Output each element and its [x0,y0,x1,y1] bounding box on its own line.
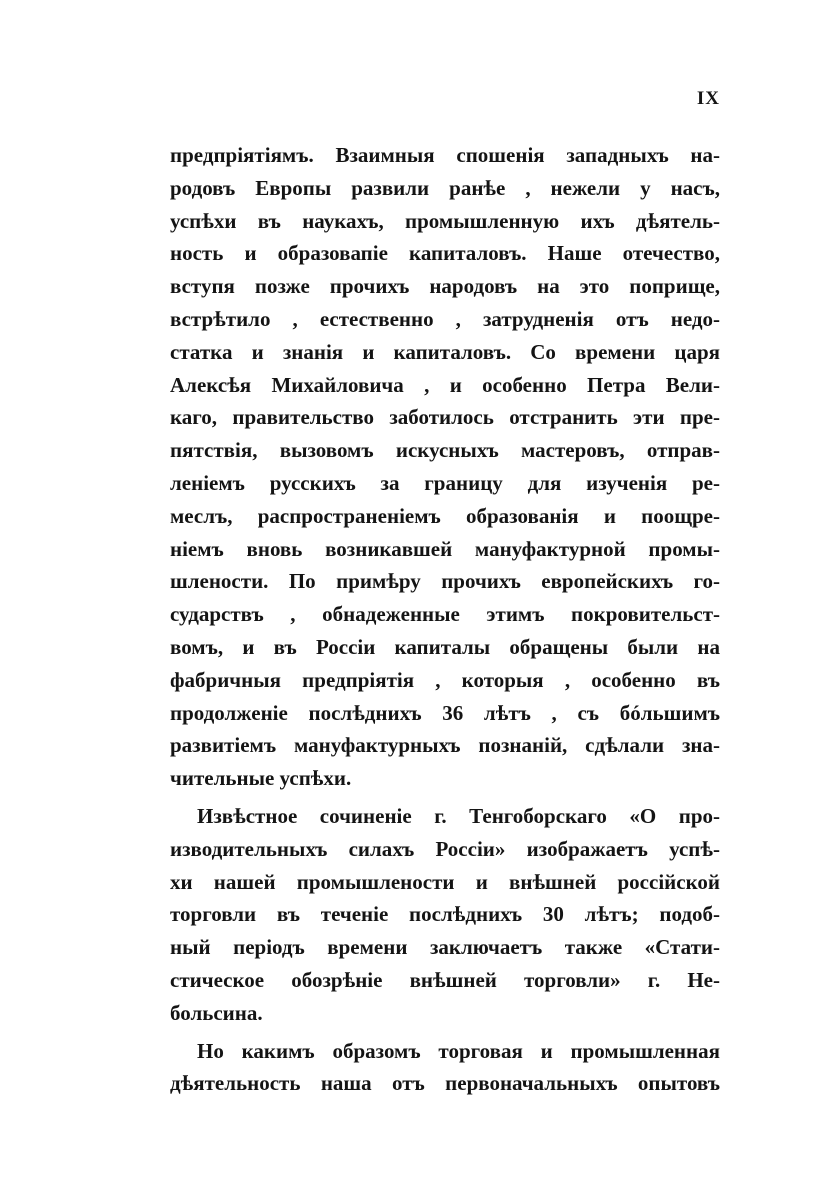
text-line: встрѣтило , естественно , затрудненія отъ недо- [170,306,720,331]
text-line: хи нашей промышлености и внѣшней россійской [170,869,720,894]
text-line: шлености. По примѣру прочихъ европейскихъ го- [170,569,720,594]
text-line: фабричныя предпріятія , которыя , особенно въ [170,667,720,692]
text-line: вступя позже прочихъ народовъ на это поприще, [170,274,720,299]
text-line: изводительныхъ силахъ Россіи» изображаетъ успѣ- [170,836,720,861]
text-line: Извѣстное сочиненіе г. Тенгоборскаго «О про- [197,803,720,828]
text-line: ность и образовапіе капиталовъ. Наше отечество, [170,241,720,266]
paragraph-3 [170,1035,720,1101]
text-line: предпріятіямъ. Взаимныя спошенія западныхъ на- [170,143,720,167]
text-line: Но какимъ образомъ торговая и промышленная [197,1038,720,1063]
text-line: пятствія, вызовомъ искусныхъ мастеровъ, отправ- [170,438,720,463]
paragraph-1 [170,139,720,795]
text-line: ніемъ вновь возникавшей мануфактурной промы- [170,536,720,561]
text-line: родовъ Европы развили ранѣе , нежели у насъ, [170,175,720,200]
text-line: стическое обозрѣніе внѣшней торговли» г. Не- [170,967,720,992]
text-line: статка и знанія и капиталовъ. Со времени царя [170,339,720,364]
text-line: дѣятельность наша отъ первоначальныхъ опытовъ [170,1071,720,1096]
text-line: торговли въ теченіе послѣднихъ 30 лѣтъ; подоб- [170,902,720,927]
text-line: Алексѣя Михайловича , и особенно Петра Вели- [170,372,720,397]
paragraph-2 [170,800,720,1030]
text-line: ный періодъ времени заключаетъ также «Стати- [170,935,720,960]
text-line: развитіемъ мануфактурныхъ познаній, сдѣлали зна- [170,733,720,758]
text-line: больсина. [170,1000,263,1025]
text-line: продолженіе послѣднихъ 36 лѣтъ , съ бóльшимъ [170,700,720,725]
text-line: вомъ, и въ Россіи капиталы обращены были на [170,634,720,659]
text-line: чительные успѣхи. [170,766,352,791]
text-line: сударствъ , обнадеженные этимъ покровительст- [170,602,720,627]
page-number: IX [696,88,720,109]
body-text [170,139,720,1100]
text-line: каго, правительство заботилось отстранить эти пре- [170,405,720,430]
text-line: леніемъ русскихъ за границу для изученія ре- [170,470,720,495]
text-line: успѣхи въ наукахъ, промышленную ихъ дѣятель- [170,208,720,233]
text-line: меслъ, распространеніемъ образованія и поощре- [170,503,720,528]
